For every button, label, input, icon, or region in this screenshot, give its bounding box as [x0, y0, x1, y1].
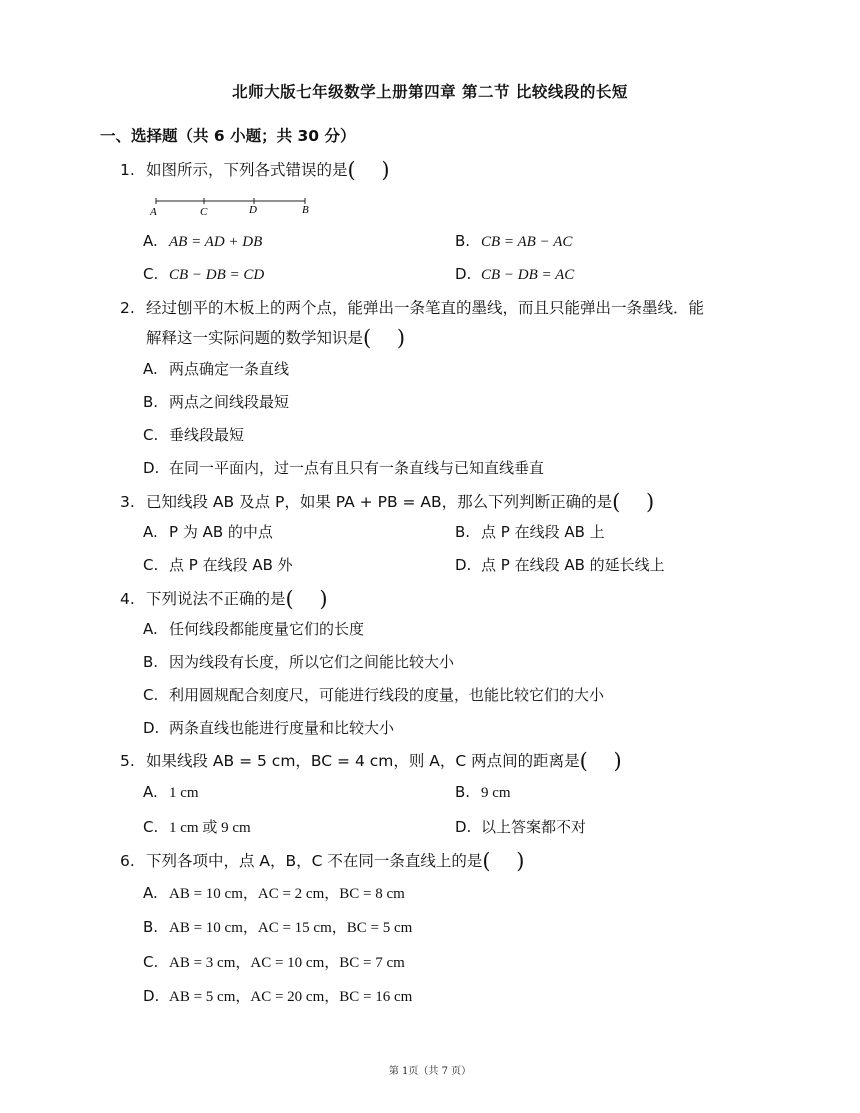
question-5 [120, 745, 622, 777]
question-text: 下列各项中，点 A，B，C 不在同一条直线上的是 [146, 852, 483, 870]
option-a[interactable] [143, 232, 262, 251]
answer-blank[interactable] [612, 490, 654, 510]
option-d[interactable] [455, 554, 665, 575]
question-text: 经过刨平的木板上的两个点，能弹出一条笔直的墨线，而且只能弹出一条墨线．能 [146, 299, 705, 317]
option-text: AB = 10 cm，AC = 15 cm，BC = 5 cm [169, 920, 413, 936]
question-text-continued: 解释这一实际问题的数学知识是 [146, 329, 364, 347]
option-b[interactable] [455, 521, 605, 542]
option-d[interactable] [455, 816, 586, 837]
question-6 [120, 845, 524, 877]
option-text: AB = 5 cm，AC = 20 cm，BC = 16 cm [169, 989, 413, 1005]
question-number: 5. [120, 752, 135, 770]
option-label: D. [143, 459, 160, 477]
option-text: 9 cm [481, 785, 511, 801]
option-a[interactable] [143, 521, 273, 542]
option-text: 点 P 在线段 AB 的延长线上 [481, 556, 665, 574]
option-label: B. [143, 918, 159, 936]
option-label: A. [143, 360, 158, 378]
option-label: A. [143, 232, 158, 250]
question-number: 1. [120, 161, 135, 179]
question-number: 4. [120, 590, 135, 608]
question-2 [120, 292, 704, 324]
option-text: 两条直线也能进行度量和比较大小 [169, 719, 395, 737]
option-d[interactable] [143, 985, 412, 1006]
question-number: 2. [120, 299, 135, 317]
option-d[interactable] [143, 457, 544, 478]
option-label: A. [143, 783, 158, 801]
answer-blank[interactable] [580, 749, 622, 769]
option-label: D. [455, 265, 472, 283]
option-label: B. [143, 653, 159, 671]
answer-blank[interactable] [348, 158, 390, 178]
question-text: 如图所示，下列各式错误的是 [146, 161, 348, 179]
page-footer: 第 1页（共 7 页） [388, 1066, 472, 1077]
question-2-line-2 [146, 322, 405, 354]
option-c[interactable] [143, 265, 264, 284]
point-label-d: D [249, 204, 257, 216]
segment-figure [148, 197, 318, 219]
option-d[interactable] [143, 717, 394, 738]
option-label: A. [143, 620, 158, 638]
option-a[interactable] [143, 618, 364, 639]
option-d[interactable] [455, 265, 574, 284]
option-text: 在同一平面内，过一点有且只有一条直线与已知直线垂直 [169, 459, 545, 477]
option-b[interactable] [455, 232, 572, 251]
option-c[interactable] [143, 684, 604, 705]
option-b[interactable] [143, 391, 289, 412]
option-text: CB − DB = CD [169, 267, 265, 283]
option-a[interactable] [143, 882, 405, 903]
option-label: B. [455, 523, 471, 541]
option-label: A. [143, 523, 158, 541]
option-text: 利用圆规配合刻度尺，可能进行线段的度量，也能比较它们的大小 [169, 686, 605, 704]
point-label-c: C [200, 206, 208, 218]
option-text: 点 P 在线段 AB 上 [481, 523, 605, 541]
option-label: D. [455, 556, 472, 574]
option-c[interactable] [143, 554, 293, 575]
option-text: 任何线段都能度量它们的长度 [169, 620, 365, 638]
option-text: 两点之间线段最短 [169, 393, 290, 411]
option-text: 1 cm [169, 785, 199, 801]
option-label: C. [143, 953, 159, 971]
option-text: 垂线段最短 [169, 426, 245, 444]
option-text: 以上答案都不对 [481, 818, 587, 836]
option-b[interactable] [143, 651, 454, 672]
option-text: CB = AB − AC [481, 234, 573, 250]
answer-blank[interactable] [286, 587, 328, 607]
option-text: 点 P 在线段 AB 外 [169, 556, 293, 574]
option-c[interactable] [143, 951, 405, 972]
answer-blank[interactable] [363, 326, 405, 346]
option-label: B. [143, 393, 159, 411]
option-text: AB = 10 cm，AC = 2 cm，BC = 8 cm [169, 886, 405, 902]
option-label: C. [143, 818, 159, 836]
option-c[interactable] [143, 816, 251, 837]
option-text: CB − DB = AC [481, 267, 575, 283]
question-text: 如果线段 AB = 5 cm，BC = 4 cm，则 A，C 两点间的距离是 [146, 752, 580, 770]
option-label: B. [455, 232, 471, 250]
option-label: D. [143, 987, 160, 1005]
option-label: C. [143, 426, 159, 444]
page-title: 北师大版七年级数学上册第四章 第二节 比较线段的长短 [232, 83, 628, 101]
option-label: D. [143, 719, 160, 737]
option-label: B. [455, 783, 471, 801]
option-label: C. [143, 556, 159, 574]
question-number: 3. [120, 493, 135, 511]
point-label-b: B [302, 204, 309, 216]
question-3 [120, 486, 654, 518]
option-c[interactable] [143, 424, 244, 445]
option-b[interactable] [143, 916, 412, 937]
option-text: AB = AD + DB [169, 234, 263, 250]
option-label: C. [143, 265, 159, 283]
option-label: A. [143, 884, 158, 902]
question-text: 已知线段 AB 及点 P，如果 PA + PB = AB，那么下列判断正确的是 [146, 493, 613, 511]
option-text: 因为线段有长度，所以它们之间能比较大小 [169, 653, 455, 671]
question-1 [120, 154, 390, 186]
question-4 [120, 583, 328, 615]
question-text: 下列说法不正确的是 [146, 590, 286, 608]
answer-blank[interactable] [482, 849, 524, 869]
option-b[interactable] [455, 783, 511, 802]
option-label: C. [143, 686, 159, 704]
option-text: 1 cm 或 9 cm [169, 820, 251, 836]
section-heading: 一、选择题（共 6 小题；共 30 分） [100, 127, 356, 145]
question-number: 6. [120, 852, 135, 870]
point-label-a: A [150, 206, 157, 218]
option-text: 两点确定一条直线 [169, 360, 290, 378]
option-label: D. [455, 818, 472, 836]
option-text: P 为 AB 的中点 [169, 523, 273, 541]
option-text: AB = 3 cm，AC = 10 cm，BC = 7 cm [169, 955, 405, 971]
option-a[interactable] [143, 783, 199, 802]
option-a[interactable] [143, 358, 289, 379]
